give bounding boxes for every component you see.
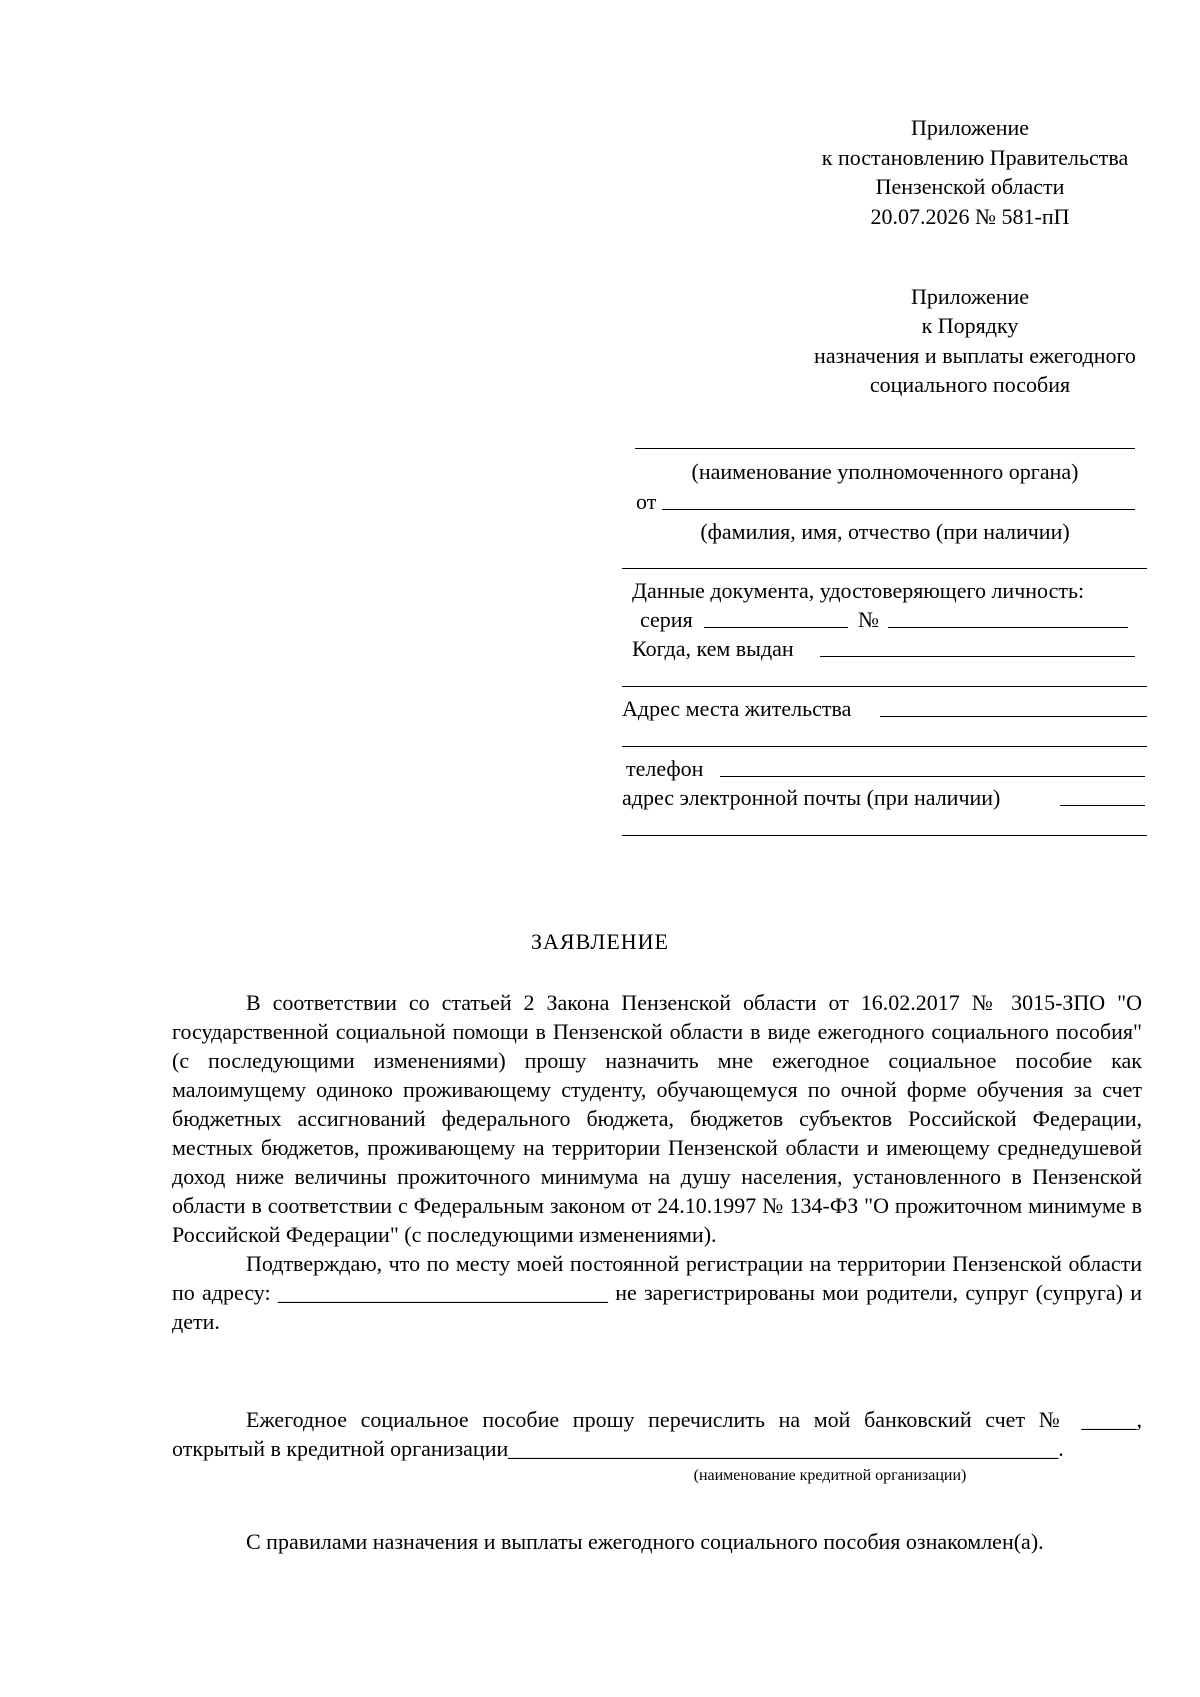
document-title: ЗАЯВЛЕНИЕ: [531, 929, 669, 954]
from-label: от: [636, 489, 657, 514]
number-blank[interactable]: [888, 627, 1128, 628]
email-label: адрес электронной почты (при наличии): [622, 785, 1001, 810]
fio-caption: (фамилия, имя, отчество (при наличии): [700, 519, 1070, 544]
id-doc-label: Данные документа, удостоверяющего личность:: [632, 578, 1085, 603]
paragraph-acknowledge: С правилами назначения и выплаты ежегодного социального пособия ознакомлен(а).: [246, 1529, 1044, 1554]
bank-text-a: Ежегодное социальное пособие прошу перечислить на мой банковский счет №: [246, 1407, 1068, 1432]
fio-blank-2[interactable]: [622, 568, 1147, 569]
email-blank[interactable]: [1060, 805, 1145, 806]
issued-label: Когда, кем выдан: [632, 636, 794, 661]
address-blank[interactable]: [880, 716, 1147, 717]
phone-blank[interactable]: [720, 776, 1145, 777]
paragraph-request: В соответствии со статьей 2 Закона Пензенской области от 16.02.2017 № 3015-ЗПО "О государственной социальной помощи в Пензенской области в виде ежегодного социального пособия" (с последующими изменениями) прошу назначить мне ежегодное социальное пособие как малоимущему одиноко проживающему студенту, обучающемуся по очной форме обучения за счет бюджетных ассигнований федерального бюджета, бюджетов субъектов Российской Федерации, местных бюджетов, проживающему на территории Пензенской области и имеющему среднедушевой доход ниже величины прожиточного минимума на душу населения, установленного в Пензенской области в соответствии с Федеральным законом от 24.10.1997 № 134-ФЗ "О прожиточном минимуме в Российской Федерации" (с последующими изменениями).: [172, 990, 1142, 1247]
bank-text-b: открытый в кредитной организации: [172, 1436, 509, 1461]
appendix2-line-4: социального пособия: [869, 372, 1071, 397]
organ-caption: (наименование уполномоченного органа): [691, 459, 1079, 484]
appendix2-line-2: к Порядку: [921, 313, 1019, 338]
registration-address-blank[interactable]: ______________________________: [277, 1280, 608, 1305]
bank-section: [172, 1405, 1142, 1463]
registration-text-b: не зарегистрированы мои родители, супруг (супруга) и дети.: [172, 1280, 1143, 1334]
address-blank-2[interactable]: [622, 746, 1147, 747]
series-blank[interactable]: [704, 627, 848, 628]
fio-blank[interactable]: [662, 509, 1135, 510]
main-text: [172, 988, 1142, 1336]
bank-account-blank[interactable]: _____,: [1081, 1407, 1143, 1432]
appendix2-line-3: назначения и выплаты ежегодного: [814, 343, 1136, 368]
phone-label: телефон: [626, 756, 704, 781]
address-label: Адрес места жительства: [622, 696, 852, 721]
issued-blank-2[interactable]: [622, 686, 1147, 687]
paragraph-bank: [172, 1405, 1142, 1463]
appendix-line-4: 20.07.2026 № 581-пП: [870, 204, 1070, 229]
issued-blank[interactable]: [820, 656, 1135, 657]
email-blank-2[interactable]: [622, 835, 1147, 836]
bank-name-blank[interactable]: __________________________________________________.: [508, 1436, 1064, 1461]
number-label: №: [858, 607, 879, 632]
appendix-line-1: Приложение: [910, 115, 1030, 140]
appendix2-line-1: Приложение: [910, 284, 1030, 309]
paragraph-registration: [172, 1249, 1142, 1336]
series-label: серия: [640, 607, 693, 632]
appendix-line-3: Пензенской области: [875, 174, 1065, 199]
organ-blank[interactable]: [635, 448, 1135, 449]
bank-caption: (наименование кредитной организации): [693, 1467, 967, 1484]
appendix-line-2: к постановлению Правительства: [821, 145, 1129, 170]
registration-text-a: Подтверждаю, что по месту моей постоянной регистрации на территории Пензенской области по адресу:: [172, 1251, 1142, 1305]
